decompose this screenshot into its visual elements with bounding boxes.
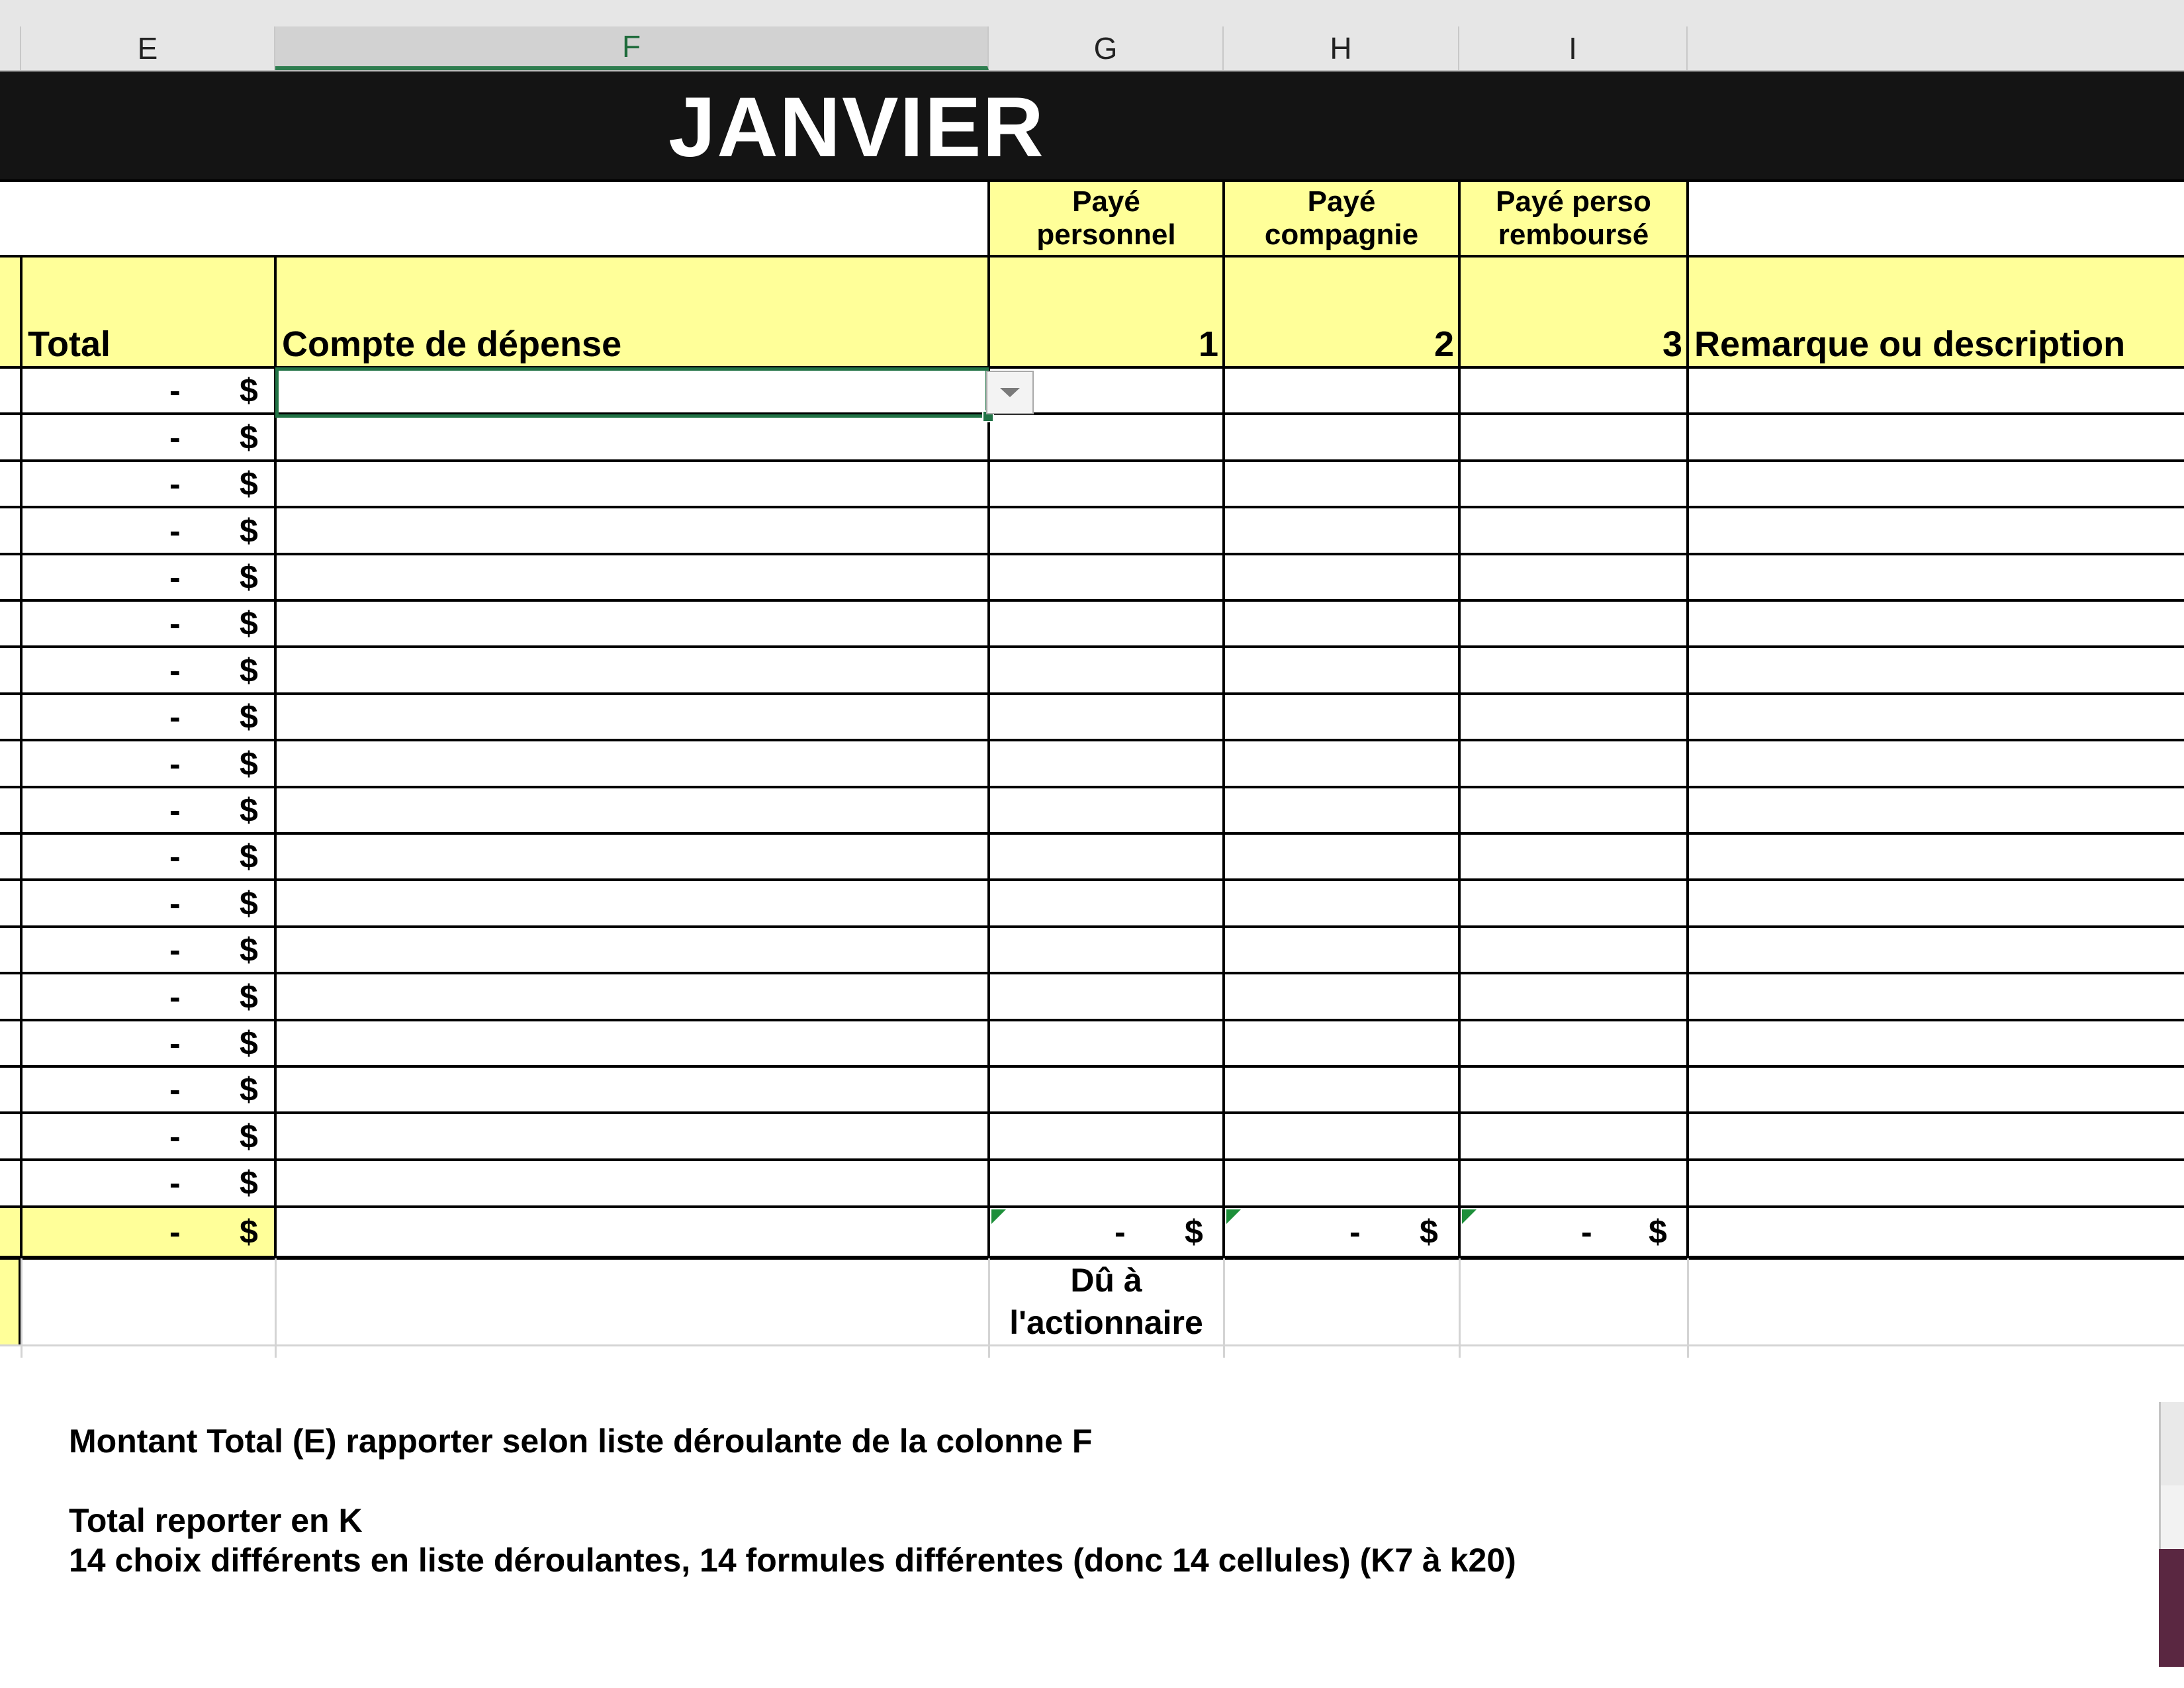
row-cell-paye-compagnie[interactable] [1224, 600, 1459, 647]
total-g-dash: - [1115, 1213, 1126, 1250]
amount-currency: $ [240, 978, 258, 1015]
row-cell-paye-personnel[interactable] [989, 740, 1224, 787]
row-cell-d[interactable] [0, 833, 21, 880]
row-cell-paye-perso-rembourse[interactable] [1459, 833, 1688, 880]
row-cell-paye-personnel[interactable] [989, 647, 1224, 694]
row-cell-d[interactable] [0, 554, 21, 600]
amount-dash: - [169, 792, 181, 829]
header-compte-de-depense[interactable]: Compte de dépense [275, 256, 989, 367]
total-cell[interactable] [21, 880, 275, 927]
row-cell-paye-personnel[interactable] [989, 507, 1224, 554]
grid-line [0, 255, 2184, 258]
row-cell-compte[interactable] [275, 927, 989, 973]
row-cell-remarque[interactable] [1688, 600, 2184, 647]
row-cell-paye-compagnie[interactable] [1224, 787, 1459, 833]
amount-dash: - [169, 512, 181, 549]
amount-currency: $ [240, 651, 258, 689]
total-d-partial-cell[interactable] [0, 1207, 21, 1257]
row-cell-compte[interactable] [275, 1113, 989, 1160]
row-cell-remarque[interactable] [1688, 880, 2184, 927]
sheet-title: JANVIER [668, 80, 1045, 175]
total-i-currency: $ [1649, 1213, 1667, 1250]
amount-dash: - [169, 1164, 181, 1201]
due-label-line2: l'actionnaire [1009, 1304, 1203, 1341]
total-cell[interactable] [21, 927, 275, 973]
grid-line [0, 739, 2184, 741]
row-cell-compte[interactable] [275, 973, 989, 1020]
row-cell-paye-perso-rembourse[interactable] [1459, 554, 1688, 600]
grid-line [1687, 1258, 1689, 1358]
row-cell-paye-compagnie[interactable] [1224, 507, 1459, 554]
grid-line [0, 459, 2184, 462]
formula-warning-triangle [991, 1209, 1006, 1224]
side-panel-accent [2159, 1549, 2184, 1667]
row-cell-remarque[interactable] [1688, 1020, 2184, 1066]
grid-line [0, 1256, 2184, 1260]
row-cell-d[interactable] [0, 647, 21, 694]
grid-line [0, 1065, 2184, 1068]
row-cell-remarque[interactable] [1688, 1066, 2184, 1113]
amount-currency: $ [240, 884, 258, 922]
row-cell-paye-personnel[interactable] [989, 600, 1224, 647]
amount-currency: $ [240, 559, 258, 596]
grid-line [0, 972, 2184, 974]
row-cell-paye-perso-rembourse[interactable] [1459, 1066, 1688, 1113]
amount-currency: $ [240, 1071, 258, 1108]
grid-line [1458, 179, 1461, 1258]
amount-currency: $ [240, 838, 258, 875]
row-cell-paye-compagnie[interactable] [1224, 461, 1459, 507]
header-number-3[interactable]: 3 [1459, 256, 1688, 367]
header-remarque[interactable]: Remarque ou description [1688, 256, 2184, 367]
amount-dash: - [169, 651, 181, 689]
grid-line [0, 692, 2184, 695]
dropdown-button[interactable] [986, 371, 1034, 414]
row-cell-d[interactable] [0, 787, 21, 833]
total-g-cell[interactable] [989, 1207, 1224, 1257]
side-panel-edge [2159, 1402, 2184, 1485]
row-cell-d[interactable] [0, 414, 21, 461]
grid-line [0, 1111, 2184, 1114]
grid-line [0, 878, 2184, 881]
row-cell-d[interactable] [0, 880, 21, 927]
total-cell[interactable] [21, 1113, 275, 1160]
row-cell-paye-perso-rembourse[interactable] [1459, 740, 1688, 787]
row-cell-paye-compagnie[interactable] [1224, 414, 1459, 461]
row-cell-paye-compagnie[interactable] [1224, 973, 1459, 1020]
row-cell-d[interactable] [0, 1020, 21, 1066]
column-header-f[interactable]: F [275, 26, 989, 70]
column-header-i[interactable]: I [1459, 26, 1688, 70]
header-paye-perso-rembourse[interactable] [1459, 181, 1688, 256]
amount-dash: - [169, 978, 181, 1015]
row-cell-compte[interactable] [275, 833, 989, 880]
grid-line [275, 1258, 277, 1358]
header-number-1[interactable]: 1 [989, 256, 1224, 367]
row-cell-paye-perso-rembourse[interactable] [1459, 414, 1688, 461]
amount-dash: - [169, 372, 181, 409]
row-cell-remarque[interactable] [1688, 927, 2184, 973]
grid-line [0, 1019, 2184, 1021]
formula-warning-triangle [1462, 1209, 1477, 1224]
amount-dash: - [169, 1117, 181, 1155]
row-cell-remarque[interactable] [1688, 1113, 2184, 1160]
row-cell-remarque[interactable] [1688, 833, 2184, 880]
amount-currency: $ [240, 792, 258, 829]
total-cell[interactable] [21, 1020, 275, 1066]
row-cell-compte[interactable] [275, 1066, 989, 1113]
row-cell-remarque[interactable] [1688, 647, 2184, 694]
row-cell-paye-perso-rembourse[interactable] [1459, 647, 1688, 694]
row-cell-paye-personnel[interactable] [989, 880, 1224, 927]
row-cell-paye-compagnie[interactable] [1224, 367, 1459, 414]
row-cell-paye-compagnie[interactable] [1224, 927, 1459, 973]
row-cell-paye-personnel[interactable] [989, 973, 1224, 1020]
row-cell-paye-compagnie[interactable] [1224, 694, 1459, 740]
header-paye-compagnie[interactable] [1224, 181, 1459, 256]
row-cell-d[interactable] [0, 1113, 21, 1160]
total-cell[interactable] [21, 1160, 275, 1206]
amount-dash: - [169, 698, 181, 735]
row-cell-compte[interactable] [275, 647, 989, 694]
row-cell-remarque[interactable] [1688, 507, 2184, 554]
row-cell-d[interactable] [0, 694, 21, 740]
grid-line [0, 786, 2184, 788]
header-paye-personnel-line1: Payé [1072, 185, 1140, 218]
column-header-g[interactable]: G [989, 26, 1224, 70]
total-cell[interactable] [21, 740, 275, 787]
row-cell-compte[interactable] [275, 461, 989, 507]
row-cell-d[interactable] [0, 1066, 21, 1113]
total-cell[interactable] [21, 833, 275, 880]
row-cell-remarque[interactable] [1688, 740, 2184, 787]
row-cell-paye-perso-rembourse[interactable] [1459, 787, 1688, 833]
side-panel-edge [2159, 1485, 2184, 1549]
row-cell-paye-personnel[interactable] [989, 833, 1224, 880]
grid-line [0, 553, 2184, 555]
grid-line [987, 179, 990, 1258]
row-cell-paye-personnel[interactable] [989, 1160, 1224, 1206]
row-cell-d[interactable] [0, 973, 21, 1020]
row-cell-d[interactable] [0, 927, 21, 973]
total-cell[interactable] [21, 507, 275, 554]
row-cell-paye-perso-rembourse[interactable] [1459, 507, 1688, 554]
header-d-partial[interactable] [0, 256, 21, 367]
total-i-cell[interactable] [1459, 1207, 1688, 1257]
total-i-dash: - [1581, 1213, 1592, 1250]
column-header-d-partial[interactable] [0, 26, 21, 70]
row-cell-paye-compagnie[interactable] [1224, 833, 1459, 880]
grid-line [0, 1205, 2184, 1208]
total-g-currency: $ [1185, 1213, 1203, 1250]
dropdown-arrow-icon [999, 386, 1021, 399]
total-e-currency: $ [240, 1213, 258, 1250]
amount-dash: - [169, 884, 181, 922]
grid-line [20, 255, 23, 1258]
row-cell-paye-compagnie[interactable] [1224, 1160, 1459, 1206]
amount-currency: $ [240, 1164, 258, 1201]
total-e-cell[interactable] [21, 1207, 275, 1257]
row-cell-compte[interactable] [275, 507, 989, 554]
amount-currency: $ [240, 465, 258, 502]
grid-line [0, 1344, 2184, 1346]
row-cell-paye-compagnie[interactable] [1224, 740, 1459, 787]
row-cell-paye-personnel[interactable] [989, 414, 1224, 461]
amount-dash: - [169, 559, 181, 596]
total-h-cell[interactable] [1224, 1207, 1459, 1257]
total-cell[interactable] [21, 414, 275, 461]
row-cell-paye-personnel[interactable] [989, 927, 1224, 973]
grid-line [1222, 179, 1225, 1258]
row-cell-compte[interactable] [275, 740, 989, 787]
amount-dash: - [169, 418, 181, 456]
row-cell-paye-personnel[interactable] [989, 1020, 1224, 1066]
formula-warning-triangle [1226, 1209, 1241, 1224]
amount-dash: - [169, 465, 181, 502]
grid-line [0, 599, 2184, 602]
row-cell-remarque[interactable] [1688, 554, 2184, 600]
total-cell[interactable] [21, 367, 275, 414]
total-cell[interactable] [21, 600, 275, 647]
row-cell-compte[interactable] [275, 554, 989, 600]
row-cell-remarque[interactable] [1688, 1160, 2184, 1206]
amount-currency: $ [240, 1025, 258, 1062]
row-cell-paye-compagnie[interactable] [1224, 1066, 1459, 1113]
row-cell-remarque[interactable] [1688, 694, 2184, 740]
column-header-e[interactable]: E [21, 26, 275, 70]
total-h-dash: - [1349, 1213, 1361, 1250]
amount-currency: $ [240, 512, 258, 549]
grid-line [0, 179, 2184, 182]
row-cell-paye-perso-rembourse[interactable] [1459, 973, 1688, 1020]
column-header-h[interactable]: H [1224, 26, 1459, 70]
row-cell-compte[interactable] [275, 694, 989, 740]
title-band [0, 71, 2184, 181]
row-cell-paye-personnel[interactable] [989, 787, 1224, 833]
row-cell-d[interactable] [0, 367, 21, 414]
due-d-partial-cell[interactable] [0, 1257, 21, 1346]
header-paye-personnel[interactable] [989, 181, 1224, 256]
note-line-1: Montant Total (E) rapporter selon liste déroulante de la colonne F [69, 1423, 1093, 1460]
grid-line [1223, 1258, 1225, 1358]
row-cell-compte[interactable] [275, 1160, 989, 1206]
row-cell-d[interactable] [0, 1160, 21, 1206]
active-cell-compte[interactable] [275, 367, 989, 418]
due-label-line1: Dû à [1070, 1262, 1142, 1299]
amount-dash: - [169, 1025, 181, 1062]
amount-currency: $ [240, 605, 258, 642]
header-paye-compagnie-line2: compagnie [1264, 218, 1419, 251]
row-cell-remarque[interactable] [1688, 414, 2184, 461]
row-cell-d[interactable] [0, 600, 21, 647]
amount-dash: - [169, 931, 181, 968]
row-cell-d[interactable] [0, 740, 21, 787]
total-cell[interactable] [21, 787, 275, 833]
amount-currency: $ [240, 698, 258, 735]
row-cell-remarque[interactable] [1688, 367, 2184, 414]
total-cell[interactable] [21, 1066, 275, 1113]
amount-dash: - [169, 838, 181, 875]
amount-currency: $ [240, 931, 258, 968]
grid-line [0, 1158, 2184, 1161]
row-cell-paye-perso-rembourse[interactable] [1459, 1160, 1688, 1206]
row-cell-d[interactable] [0, 507, 21, 554]
header-number-2[interactable]: 2 [1224, 256, 1459, 367]
amount-dash: - [169, 745, 181, 782]
row-cell-paye-perso-rembourse[interactable] [1459, 461, 1688, 507]
row-cell-compte[interactable] [275, 880, 989, 927]
total-h-currency: $ [1420, 1213, 1438, 1250]
amount-currency: $ [240, 372, 258, 409]
row-cell-remarque[interactable] [1688, 973, 2184, 1020]
row-cell-paye-compagnie[interactable] [1224, 880, 1459, 927]
amount-currency: $ [240, 1117, 258, 1155]
row-cell-paye-compagnie[interactable] [1224, 1020, 1459, 1066]
due-to-shareholder-label [989, 1257, 1224, 1346]
row-cell-paye-perso-rembourse[interactable] [1459, 694, 1688, 740]
amount-currency: $ [240, 745, 258, 782]
total-e-dash: - [169, 1213, 181, 1250]
grid-line [0, 832, 2184, 835]
header-total[interactable]: Total [21, 256, 275, 367]
row-cell-paye-perso-rembourse[interactable] [1459, 927, 1688, 973]
grid-line [0, 925, 2184, 928]
header-paye-perso-rembourse-line2: remboursé [1498, 218, 1649, 251]
note-line-2: Total reporter en K [69, 1502, 363, 1539]
amount-dash: - [169, 605, 181, 642]
row-cell-d[interactable] [0, 461, 21, 507]
note-line-3: 14 choix différents en liste déroulantes, 14 formules différentes (donc 14 cellules) (K7 à k20) [69, 1542, 1516, 1579]
row-cell-paye-personnel[interactable] [989, 694, 1224, 740]
total-cell[interactable] [21, 554, 275, 600]
total-cell[interactable] [21, 461, 275, 507]
total-cell[interactable] [21, 973, 275, 1020]
total-cell[interactable] [21, 647, 275, 694]
row-cell-paye-perso-rembourse[interactable] [1459, 1113, 1688, 1160]
row-cell-paye-personnel[interactable] [989, 461, 1224, 507]
header-paye-perso-rembourse-line1: Payé perso [1496, 185, 1651, 218]
grid-line [1686, 179, 1689, 1258]
row-cell-paye-perso-rembourse[interactable] [1459, 367, 1688, 414]
header-paye-compagnie-line1: Payé [1307, 185, 1376, 218]
row-cell-compte[interactable] [275, 1020, 989, 1066]
grid-line [0, 645, 2184, 648]
row-cell-paye-compagnie[interactable] [1224, 554, 1459, 600]
row-cell-paye-personnel[interactable] [989, 1113, 1224, 1160]
total-cell[interactable] [21, 694, 275, 740]
row-cell-paye-perso-rembourse[interactable] [1459, 1020, 1688, 1066]
row-cell-compte[interactable] [275, 600, 989, 647]
column-header-j-partial[interactable] [1688, 26, 2184, 70]
amount-currency: $ [240, 418, 258, 456]
row-cell-remarque[interactable] [1688, 787, 2184, 833]
row-cell-paye-compagnie[interactable] [1224, 1113, 1459, 1160]
row-cell-compte[interactable] [275, 414, 989, 461]
row-cell-compte[interactable] [275, 787, 989, 833]
grid-line [988, 1258, 990, 1358]
row-cell-paye-perso-rembourse[interactable] [1459, 880, 1688, 927]
header-paye-personnel-line2: personnel [1036, 218, 1176, 251]
row-cell-paye-personnel[interactable] [989, 1066, 1224, 1113]
grid-line [21, 1258, 23, 1358]
row-cell-paye-compagnie[interactable] [1224, 647, 1459, 694]
row-cell-paye-perso-rembourse[interactable] [1459, 600, 1688, 647]
grid-line [1459, 1258, 1461, 1358]
amount-dash: - [169, 1071, 181, 1108]
row-cell-paye-personnel[interactable] [989, 554, 1224, 600]
grid-line [0, 506, 2184, 508]
row-cell-remarque[interactable] [1688, 461, 2184, 507]
